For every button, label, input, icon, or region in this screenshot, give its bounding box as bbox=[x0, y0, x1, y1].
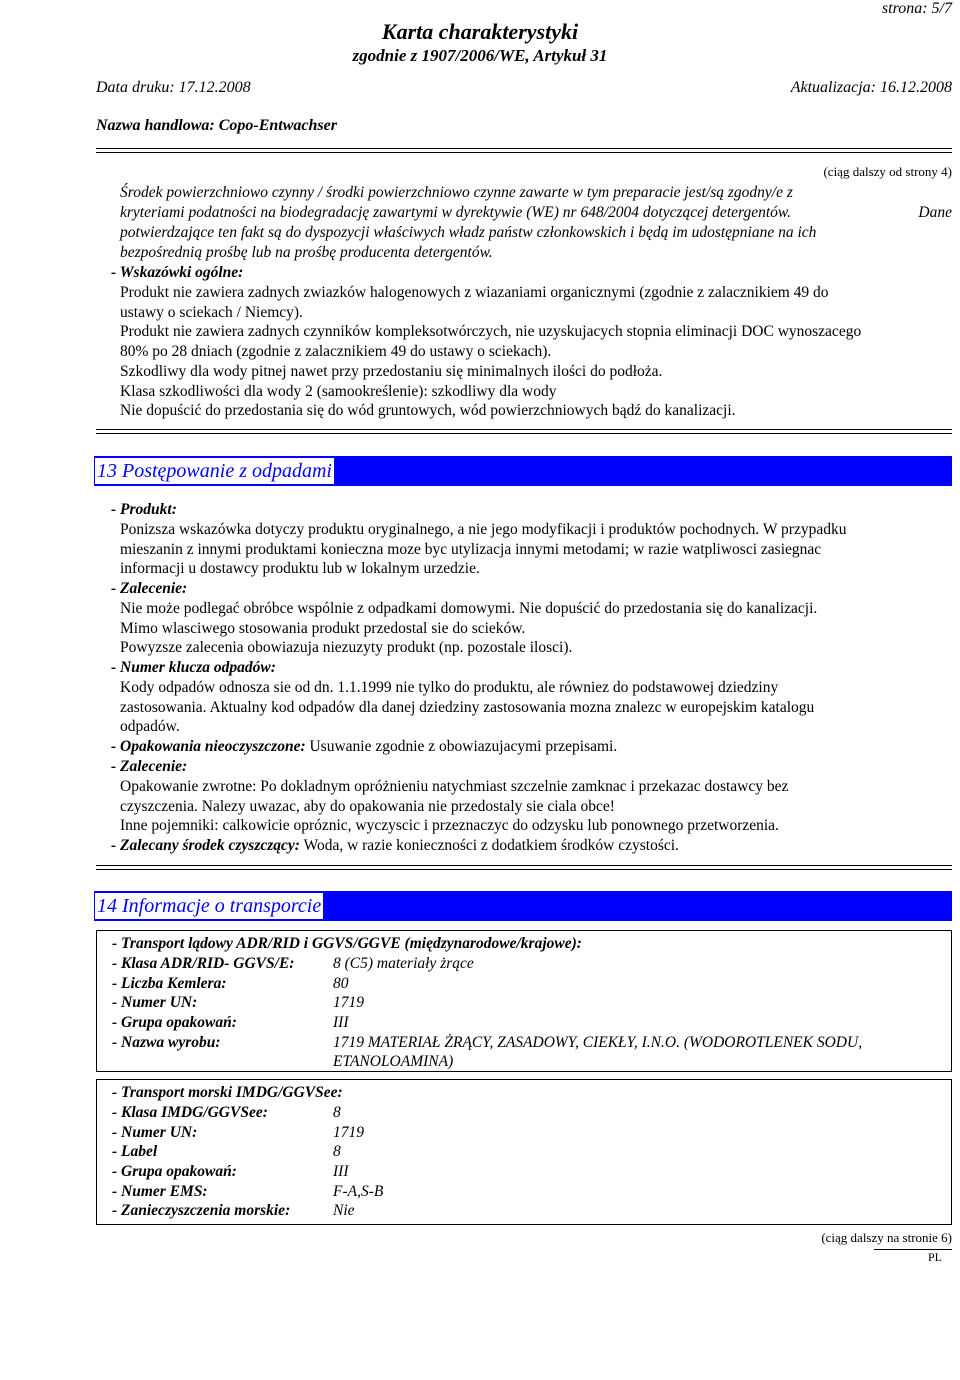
general-line-3: Produkt nie zawiera zadnych czynników kompleksotwórczych, nie uzyskujacych stopnia eliminacji DOC wynoszacego bbox=[120, 323, 862, 340]
general-line-1: Produkt nie zawiera zadnych zwiazków halogenowych z wiazaniami organicznymi (zgodnie z zalacznikiem 49 do bbox=[120, 284, 829, 301]
land-product-name-cont: ETANOLOAMINA) bbox=[333, 1053, 454, 1070]
land-key: - Grupa opakowań: bbox=[112, 1014, 237, 1031]
surfactant-line-4: bezpośrednią prośbę lub na prośbę producenta detergentów. bbox=[120, 244, 493, 261]
product-label: - Produkt: bbox=[111, 501, 177, 518]
land-transport-box bbox=[96, 930, 952, 1072]
section-divider bbox=[96, 865, 952, 870]
land-value: 1719 bbox=[333, 994, 364, 1011]
general-line-4: 80% po 28 dniach (zgodnie z zalacznikiem 49 do ustawy o sciekach). bbox=[120, 343, 552, 360]
sea-value: 8 bbox=[333, 1143, 341, 1160]
recommendation-line-1: Nie może podlegać obróbce wspólnie z odpadkami domowymi. Nie dopuścić do przedostania się do kanalizacji. bbox=[120, 600, 818, 617]
surfactant-line-2a: kryteriami podatności na biodegradację zawartymi w dyrektywie (WE) nr 648/2004 dotyczącej detergentów. bbox=[120, 204, 791, 221]
land-value: 80 bbox=[333, 975, 349, 992]
land-value: III bbox=[333, 1014, 349, 1031]
section-13-title: 13 Postępowanie z odpadami bbox=[97, 460, 332, 482]
sea-value: Nie bbox=[333, 1202, 355, 1219]
general-line-2: ustawy o sciekach / Niemcy). bbox=[120, 304, 303, 321]
waste-key-line-2: zastosowania. Aktualny kod odpadów dla danej dziedziny zastosowania mozna znalezc w europejskim katalogu bbox=[120, 699, 815, 716]
language-code: PL bbox=[927, 1250, 942, 1264]
page-number: strona: 5/7 bbox=[881, 0, 952, 17]
trade-name: Nazwa handlowa: Copo-Entwachser bbox=[96, 117, 337, 134]
land-value: 8 (C5) materiały żrące bbox=[333, 955, 474, 972]
recommendation-line-2: Mimo wlasciwego stosowania produkt przedostal sie do scieków. bbox=[120, 620, 526, 637]
sea-value: III bbox=[333, 1163, 349, 1180]
section-14-heading-bar bbox=[94, 891, 952, 921]
sea-key: - Numer UN: bbox=[112, 1124, 198, 1141]
sea-value: F-A,S-B bbox=[333, 1183, 384, 1200]
section-13-heading-bar bbox=[94, 456, 952, 486]
sea-transport-title: - Transport morski IMDG/GGVSee: bbox=[112, 1084, 343, 1101]
recommendation-label: - Zalecenie: bbox=[111, 580, 188, 597]
document-title: Karta charakterystyki bbox=[381, 19, 579, 44]
sea-key: - Label bbox=[112, 1143, 158, 1160]
sea-transport-box bbox=[96, 1079, 952, 1225]
recommendation-line-3: Powyzsze zalecenia obowiazuja niezuzyty produkt (np. pozostale ilosci). bbox=[120, 639, 573, 656]
general-line-6: Klasa szkodliwości dla wody 2 (samookreślenie): szkodliwy dla wody bbox=[120, 383, 557, 400]
land-key: - Klasa ADR/RID- GGVS/E: bbox=[112, 955, 295, 972]
packaging-line-3: Inne pojemniki: calkowicie opróznic, wyczyscic i przeznaczyc do odzysku lub ponownego przetworzenia. bbox=[120, 817, 779, 834]
land-key: - Liczba Kemlera: bbox=[112, 975, 227, 992]
recommendation-2-label: - Zalecenie: bbox=[111, 758, 188, 775]
surfactant-line-2 bbox=[120, 203, 952, 223]
section-divider bbox=[96, 429, 952, 434]
uncleaned-packaging-value: Usuwanie zgodnie z obowiazujacymi przepisami. bbox=[309, 738, 618, 755]
packaging-line-1: Opakowanie zwrotne: Po dokladnym opróżnieniu natychmiast szczelnie zamknac i przekazac dostawcy bez bbox=[120, 778, 789, 795]
sea-key: - Klasa IMDG/GGVSee: bbox=[112, 1104, 268, 1121]
document-subtitle: zgodnie z 1907/2006/WE, Artykuł 31 bbox=[352, 46, 608, 65]
section-14-title: 14 Informacje o transporcie bbox=[97, 895, 322, 917]
packaging-line-2: czyszczenia. Nalezy uwazac, aby do opakowania nie przedostaly sie ciala obce! bbox=[120, 798, 615, 815]
product-line-2: mieszanin z innymi produktami konieczna moze byc utylizacja innymi metodami; w razie watpliwosci zasiegnac bbox=[120, 541, 822, 558]
cleaning-agent-value: Woda, w razie konieczności z dodatkiem środków czystości. bbox=[303, 837, 679, 854]
general-line-7: Nie dopuścić do przedostania się do wód gruntowych, wód powierzchniowych bądź do kanalizacji. bbox=[120, 402, 736, 419]
uncleaned-packaging-label: - Opakowania nieoczyszczone: bbox=[111, 738, 306, 755]
sea-key: - Zanieczyszczenia morskie: bbox=[112, 1202, 291, 1219]
print-date: Data druku: 17.12.2008 bbox=[96, 79, 251, 96]
sea-key: - Grupa opakowań: bbox=[112, 1163, 237, 1180]
land-value: 1719 MATERIAŁ ŻRĄCY, ZASADOWY, CIEKŁY, I.N.O. (WODOROTLENEK SODU, bbox=[333, 1034, 863, 1051]
sea-value: 1719 bbox=[333, 1124, 364, 1141]
product-line-3: informacji u dostawcy produktu lub w lokalnym urzedzie. bbox=[120, 560, 480, 577]
surfactant-line-2b: Dane bbox=[918, 204, 952, 221]
waste-key-line-1: Kody odpadów odnosza sie od dn. 1.1.1999 nie tylko do produktu, ale równiez do podstawowej dziedziny bbox=[120, 679, 779, 696]
continued-on-note: (ciąg dalszy na stronie 6) bbox=[821, 1230, 952, 1245]
general-line-5: Szkodliwy dla wody pitnej nawet przy przedostaniu się minimalnych ilości do podłoża. bbox=[120, 363, 663, 380]
surfactant-line-1: Środek powierzchniowo czynny / środki powierzchniowo czynne zawarte w tym preparacie jest/są zgodny/e z bbox=[120, 184, 793, 201]
header-divider bbox=[96, 148, 952, 153]
continued-from-note: (ciąg dalszy od strony 4) bbox=[823, 164, 952, 179]
land-key: - Nazwa wyrobu: bbox=[112, 1034, 221, 1051]
cleaning-agent-row bbox=[111, 836, 679, 856]
sea-value: 8 bbox=[333, 1104, 341, 1121]
cleaning-agent-label: - Zalecany środek czyszczący: bbox=[111, 837, 300, 854]
product-line-1: Ponizsza wskazówka dotyczy produktu oryginalnego, a nie jego modyfikacji i produktów pochodnych. W przypadku bbox=[120, 521, 847, 538]
waste-key-label: - Numer klucza odpadów: bbox=[111, 659, 276, 676]
land-key: - Numer UN: bbox=[112, 994, 198, 1011]
uncleaned-packaging-row bbox=[111, 737, 617, 757]
waste-key-line-3: odpadów. bbox=[120, 718, 180, 735]
sea-key: - Numer EMS: bbox=[112, 1183, 208, 1200]
surfactant-line-3: potwierdzające ten fakt są do dyspozycji właściwych władz państw członkowskich i będą im udostępniane na ich bbox=[120, 224, 817, 241]
update-date: Aktualizacja: 16.12.2008 bbox=[790, 79, 952, 96]
land-transport-title: - Transport lądowy ADR/RID i GGVS/GGVE (międzynarodowe/krajowe): bbox=[112, 935, 582, 952]
general-notes-label: - Wskazówki ogólne: bbox=[111, 264, 244, 281]
